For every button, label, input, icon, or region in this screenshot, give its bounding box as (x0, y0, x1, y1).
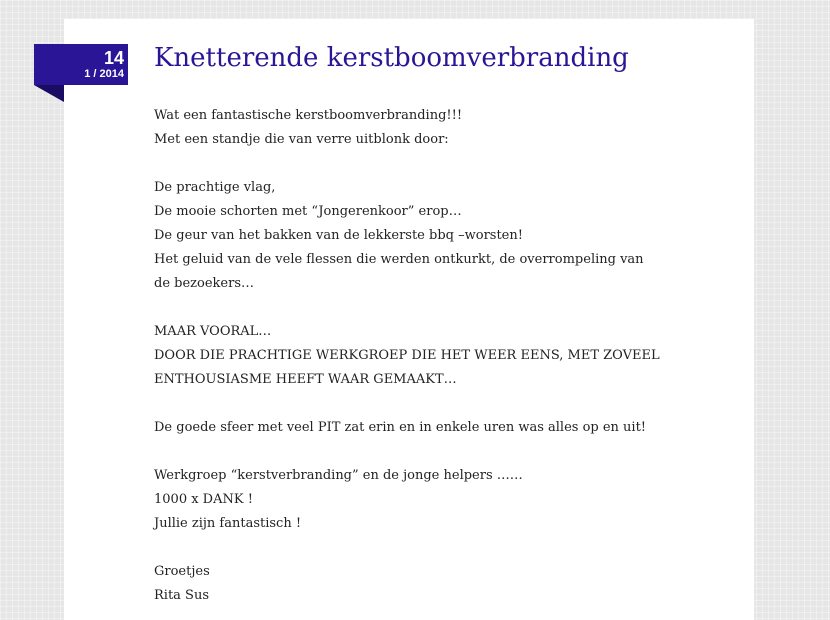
paragraph (154, 320, 714, 392)
paragraph (154, 104, 714, 152)
paragraph (154, 176, 714, 296)
text-line: ENTHOUSIASME HEEFT WAAR GEMAAKT… (154, 372, 457, 387)
text-line: de bezoekers… (154, 276, 254, 291)
date-month-year: 1 / 2014 (84, 68, 124, 80)
text-line: Wat een fantastische kerstboomverbranding!!! (154, 108, 463, 123)
paragraph (154, 416, 714, 440)
text-line: Het geluid van de vele flessen die werden ontkurkt, de overrompeling van (154, 252, 644, 267)
text-line: De goede sfeer met veel PIT zat erin en in enkele uren was alles op en uit! (154, 420, 647, 435)
text-line: 1000 x DANK ! (154, 492, 253, 507)
text-line: DOOR DIE PRACHTIGE WERKGROEP DIE HET WEER EENS, MET ZOVEEL (154, 348, 660, 363)
paragraph (154, 464, 714, 536)
date-badge (34, 44, 128, 85)
text-line: Groetjes (154, 564, 210, 579)
text-line: De geur van het bakken van de lekkerste bbq –worsten! (154, 228, 523, 243)
date-badge-fold (34, 85, 64, 102)
text-line: De prachtige vlag, (154, 180, 276, 195)
post-body (154, 104, 714, 620)
text-line: De mooie schorten met “Jongerenkoor” erop… (154, 204, 462, 219)
date-day: 14 (103, 48, 124, 68)
post-title[interactable]: Knetterende kerstboomverbranding (154, 43, 629, 73)
text-line: Jullie zijn fantastisch ! (154, 516, 302, 531)
text-line: MAAR VOORAL… (154, 324, 272, 339)
paragraph (154, 560, 714, 608)
text-line: Werkgroep “kerstverbranding” en de jonge helpers …… (154, 468, 523, 483)
text-line: Rita Sus (154, 588, 210, 603)
text-line: Met een standje die van verre uitblonk door: (154, 132, 449, 147)
